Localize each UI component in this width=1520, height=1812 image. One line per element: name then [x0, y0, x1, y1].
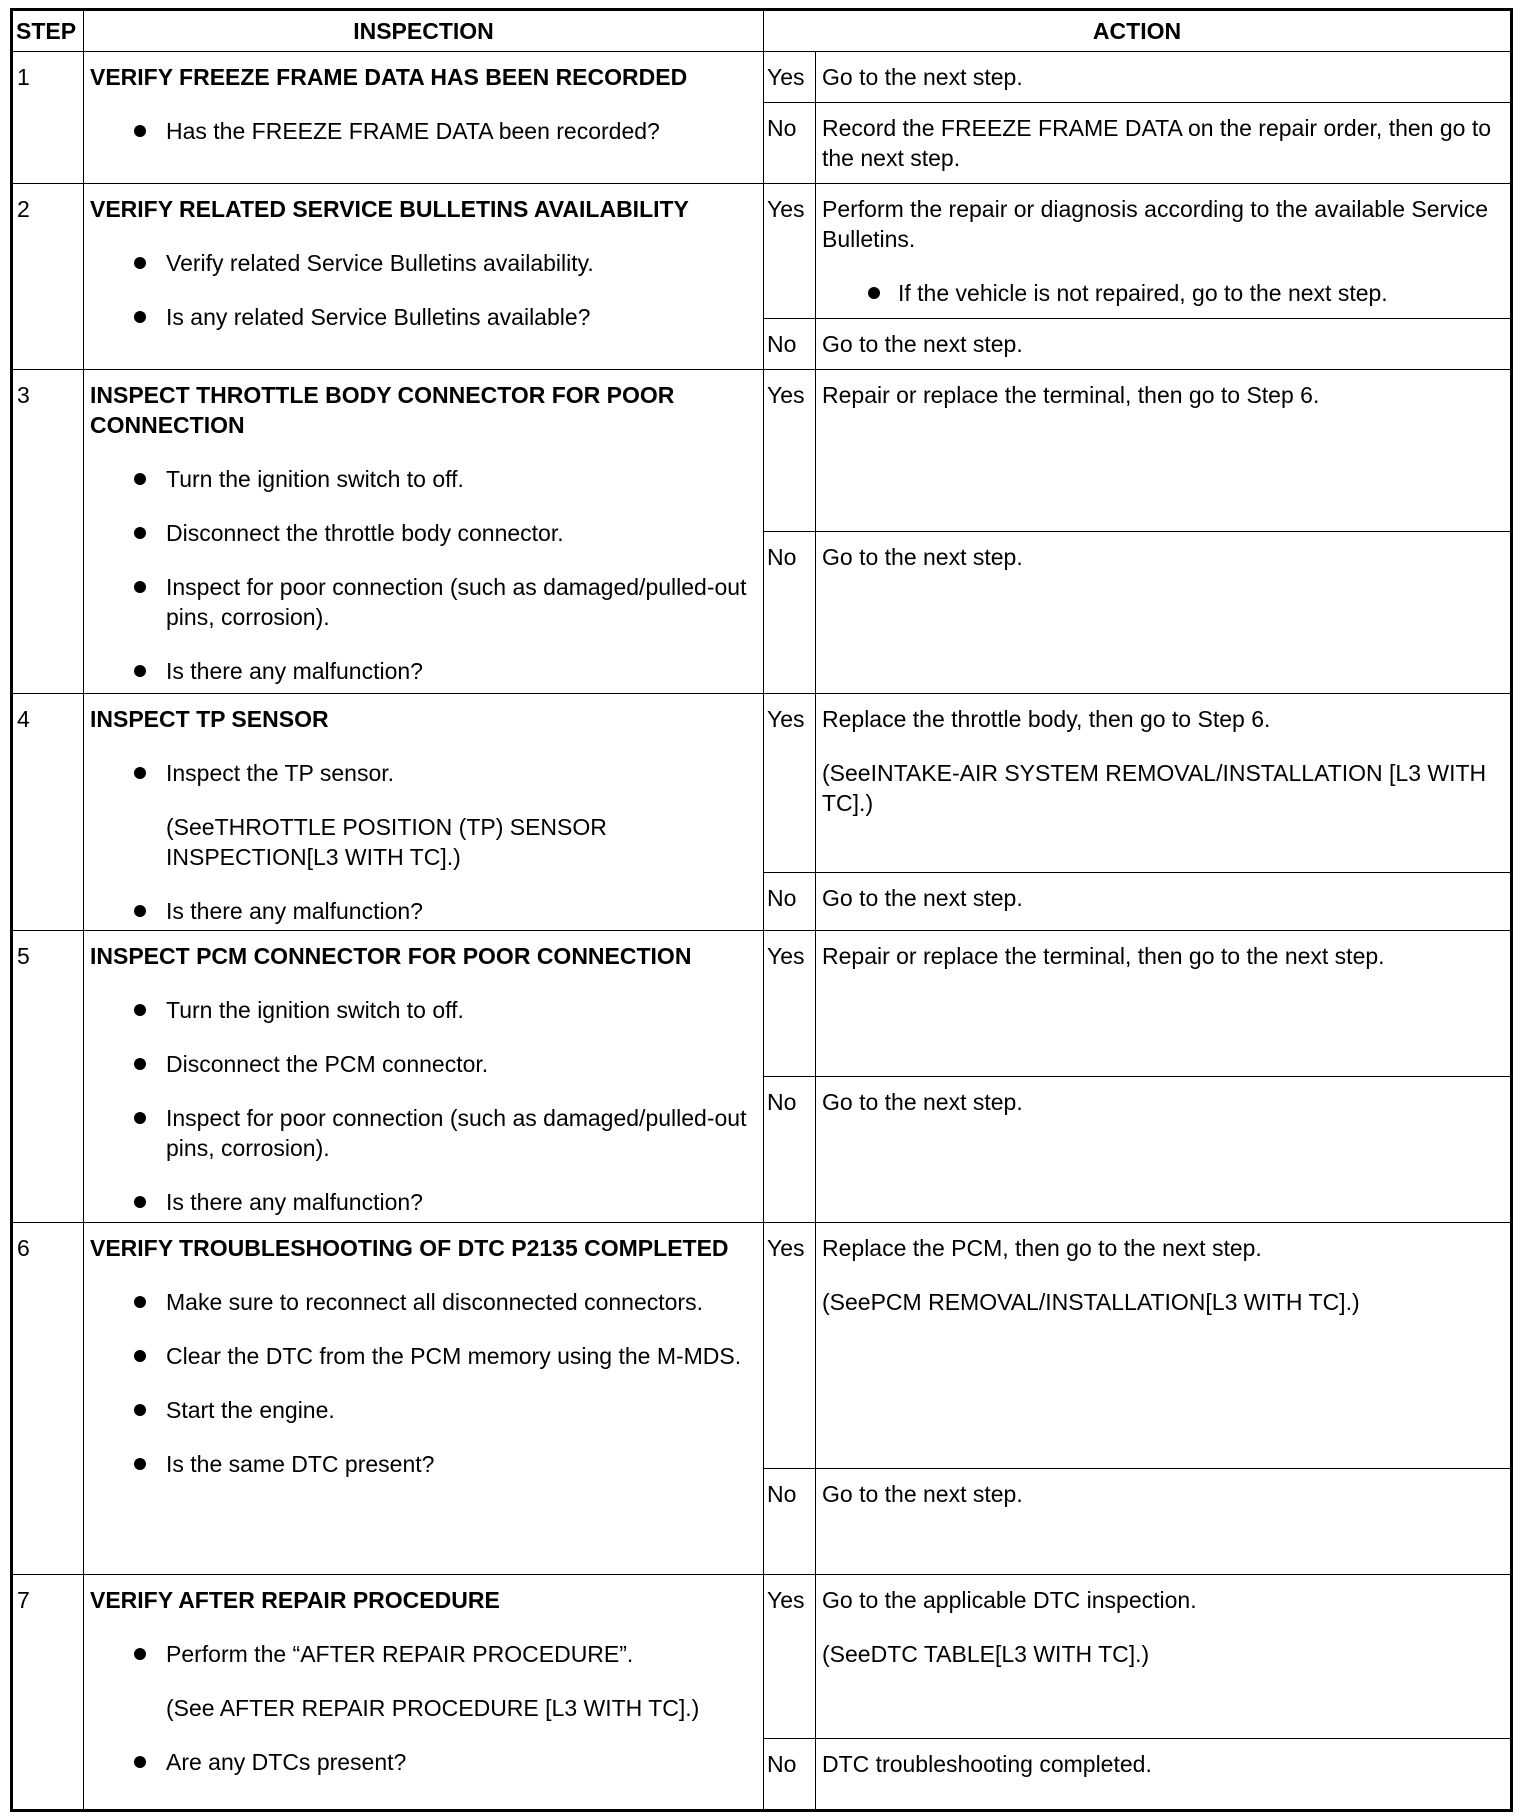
action-text: Go to the next step.	[822, 544, 1023, 570]
action-text: Perform the repair or diagnosis according to the available Service Bulletins.	[822, 196, 1489, 252]
yes-label: Yes	[764, 52, 816, 103]
table-row	[12, 1223, 1512, 1469]
no-label: No	[764, 319, 816, 370]
action-text: Replace the throttle body, then go to Step 6.	[822, 706, 1271, 732]
inspection-title: VERIFY TROUBLESHOOTING OF DTC P2135 COMPLETED	[90, 1235, 729, 1261]
no-action	[816, 319, 1512, 370]
no-action	[816, 1469, 1512, 1575]
inspection-cell	[84, 370, 764, 694]
yes-label: Yes	[764, 1575, 816, 1739]
yes-action	[816, 370, 1512, 532]
action-text: Record the FREEZE FRAME DATA on the repair order, then go to the next step.	[822, 115, 1491, 171]
reference-note: (See AFTER REPAIR PROCEDURE [L3 WITH TC].)	[166, 1695, 700, 1721]
inspection-cell	[84, 184, 764, 370]
inspection-list	[90, 1287, 757, 1479]
list-item: Is there any malfunction?	[90, 1187, 757, 1217]
list-item: Start the engine.	[90, 1395, 757, 1425]
no-label: No	[764, 532, 816, 694]
list-item: Has the FREEZE FRAME DATA been recorded?	[90, 116, 757, 146]
table-row	[12, 370, 1512, 532]
inspection-list	[90, 995, 757, 1217]
step-number: 4	[12, 694, 84, 931]
header-row	[12, 10, 1512, 52]
inspection-header: INSPECTION	[84, 10, 764, 52]
list-item: Turn the ignition switch to off.	[90, 464, 757, 494]
action-text: Go to the next step.	[822, 64, 1023, 90]
step-number: 1	[12, 52, 84, 184]
inspection-cell	[84, 1575, 764, 1811]
table-row	[12, 52, 1512, 103]
action-text: DTC troubleshooting completed.	[822, 1751, 1152, 1777]
list-item: Is there any malfunction?	[90, 656, 757, 686]
action-text: Repair or replace the terminal, then go to Step 6.	[822, 382, 1320, 408]
list-item: Clear the DTC from the PCM memory using the M-MDS.	[90, 1341, 757, 1371]
list-item: Make sure to reconnect all disconnected connectors.	[90, 1287, 757, 1317]
inspection-list	[90, 248, 757, 332]
action-text: Go to the applicable DTC inspection.	[822, 1587, 1197, 1613]
list-item: If the vehicle is not repaired, go to the next step.	[822, 278, 1504, 308]
reference-note: (SeePCM REMOVAL/INSTALLATION[L3 WITH TC].)	[822, 1289, 1360, 1315]
reference-note: (SeeTHROTTLE POSITION (TP) SENSOR INSPECTION[L3 WITH TC].)	[166, 814, 607, 870]
inspection-cell	[84, 52, 764, 184]
list-item	[90, 758, 757, 872]
inspection-title: INSPECT TP SENSOR	[90, 706, 329, 732]
yes-label: Yes	[764, 184, 816, 319]
no-label: No	[764, 103, 816, 184]
reference-note: (SeeINTAKE-AIR SYSTEM REMOVAL/INSTALLATION [L3 WITH TC].)	[822, 760, 1487, 816]
no-action	[816, 872, 1512, 930]
step-number: 7	[12, 1575, 84, 1811]
action-text: Go to the next step.	[822, 331, 1023, 357]
yes-label: Yes	[764, 370, 816, 532]
inspection-cell	[84, 694, 764, 931]
step-header: STEP	[12, 10, 84, 52]
list-item: Disconnect the throttle body connector.	[90, 518, 757, 548]
list-item: Is there any malfunction?	[90, 896, 757, 926]
yes-label: Yes	[764, 694, 816, 873]
inspection-cell	[84, 931, 764, 1223]
yes-label: Yes	[764, 931, 816, 1077]
inspection-title: INSPECT THROTTLE BODY CONNECTOR FOR POOR CONNECTION	[90, 382, 675, 438]
table-row	[12, 1575, 1512, 1739]
yes-action	[816, 694, 1512, 873]
action-text: Replace the PCM, then go to the next step.	[822, 1235, 1262, 1261]
action-text: Go to the next step.	[822, 1481, 1023, 1507]
inspection-list	[90, 116, 757, 146]
action-text: Go to the next step.	[822, 1089, 1023, 1115]
list-item: Inspect for poor connection (such as damaged/pulled-out pins, corrosion).	[90, 572, 757, 632]
list-item-text: Perform the “AFTER REPAIR PROCEDURE”.	[166, 1641, 634, 1667]
yes-label: Yes	[764, 1223, 816, 1469]
list-item: Inspect for poor connection (such as damaged/pulled-out pins, corrosion).	[90, 1103, 757, 1163]
no-action	[816, 532, 1512, 694]
table-row	[12, 694, 1512, 873]
table-row	[12, 184, 1512, 319]
diagnostic-table-container	[10, 8, 1510, 1812]
action-text: Repair or replace the terminal, then go to the next step.	[822, 943, 1385, 969]
list-item	[90, 1639, 757, 1723]
no-action	[816, 1077, 1512, 1223]
diagnostic-procedure-table	[10, 8, 1513, 1812]
yes-action	[816, 1575, 1512, 1739]
step-number: 2	[12, 184, 84, 370]
yes-action	[816, 931, 1512, 1077]
no-label: No	[764, 1077, 816, 1223]
inspection-title: VERIFY RELATED SERVICE BULLETINS AVAILABILITY	[90, 196, 689, 222]
yes-action	[816, 1223, 1512, 1469]
list-item: Is any related Service Bulletins available?	[90, 302, 757, 332]
no-label: No	[764, 1739, 816, 1811]
table-row	[12, 931, 1512, 1077]
no-action	[816, 1739, 1512, 1811]
inspection-cell	[84, 1223, 764, 1575]
inspection-title: VERIFY AFTER REPAIR PROCEDURE	[90, 1587, 500, 1613]
yes-action	[816, 184, 1512, 319]
no-label: No	[764, 1469, 816, 1575]
list-item: Verify related Service Bulletins availability.	[90, 248, 757, 278]
step-number: 6	[12, 1223, 84, 1575]
list-item-text: Inspect the TP sensor.	[166, 760, 395, 786]
action-header: ACTION	[764, 10, 1512, 52]
inspection-list	[90, 464, 757, 686]
list-item: Are any DTCs present?	[90, 1747, 757, 1777]
action-list	[822, 278, 1504, 308]
yes-action	[816, 52, 1512, 103]
no-label: No	[764, 872, 816, 930]
no-action	[816, 103, 1512, 184]
reference-note: (SeeDTC TABLE[L3 WITH TC].)	[822, 1641, 1150, 1667]
list-item: Is the same DTC present?	[90, 1449, 757, 1479]
step-number: 3	[12, 370, 84, 694]
list-item: Disconnect the PCM connector.	[90, 1049, 757, 1079]
inspection-title: VERIFY FREEZE FRAME DATA HAS BEEN RECORDED	[90, 64, 688, 90]
inspection-list	[90, 758, 757, 926]
inspection-list	[90, 1639, 757, 1777]
inspection-title: INSPECT PCM CONNECTOR FOR POOR CONNECTION	[90, 943, 692, 969]
step-number: 5	[12, 931, 84, 1223]
list-item: Turn the ignition switch to off.	[90, 995, 757, 1025]
action-text: Go to the next step.	[822, 884, 1023, 911]
